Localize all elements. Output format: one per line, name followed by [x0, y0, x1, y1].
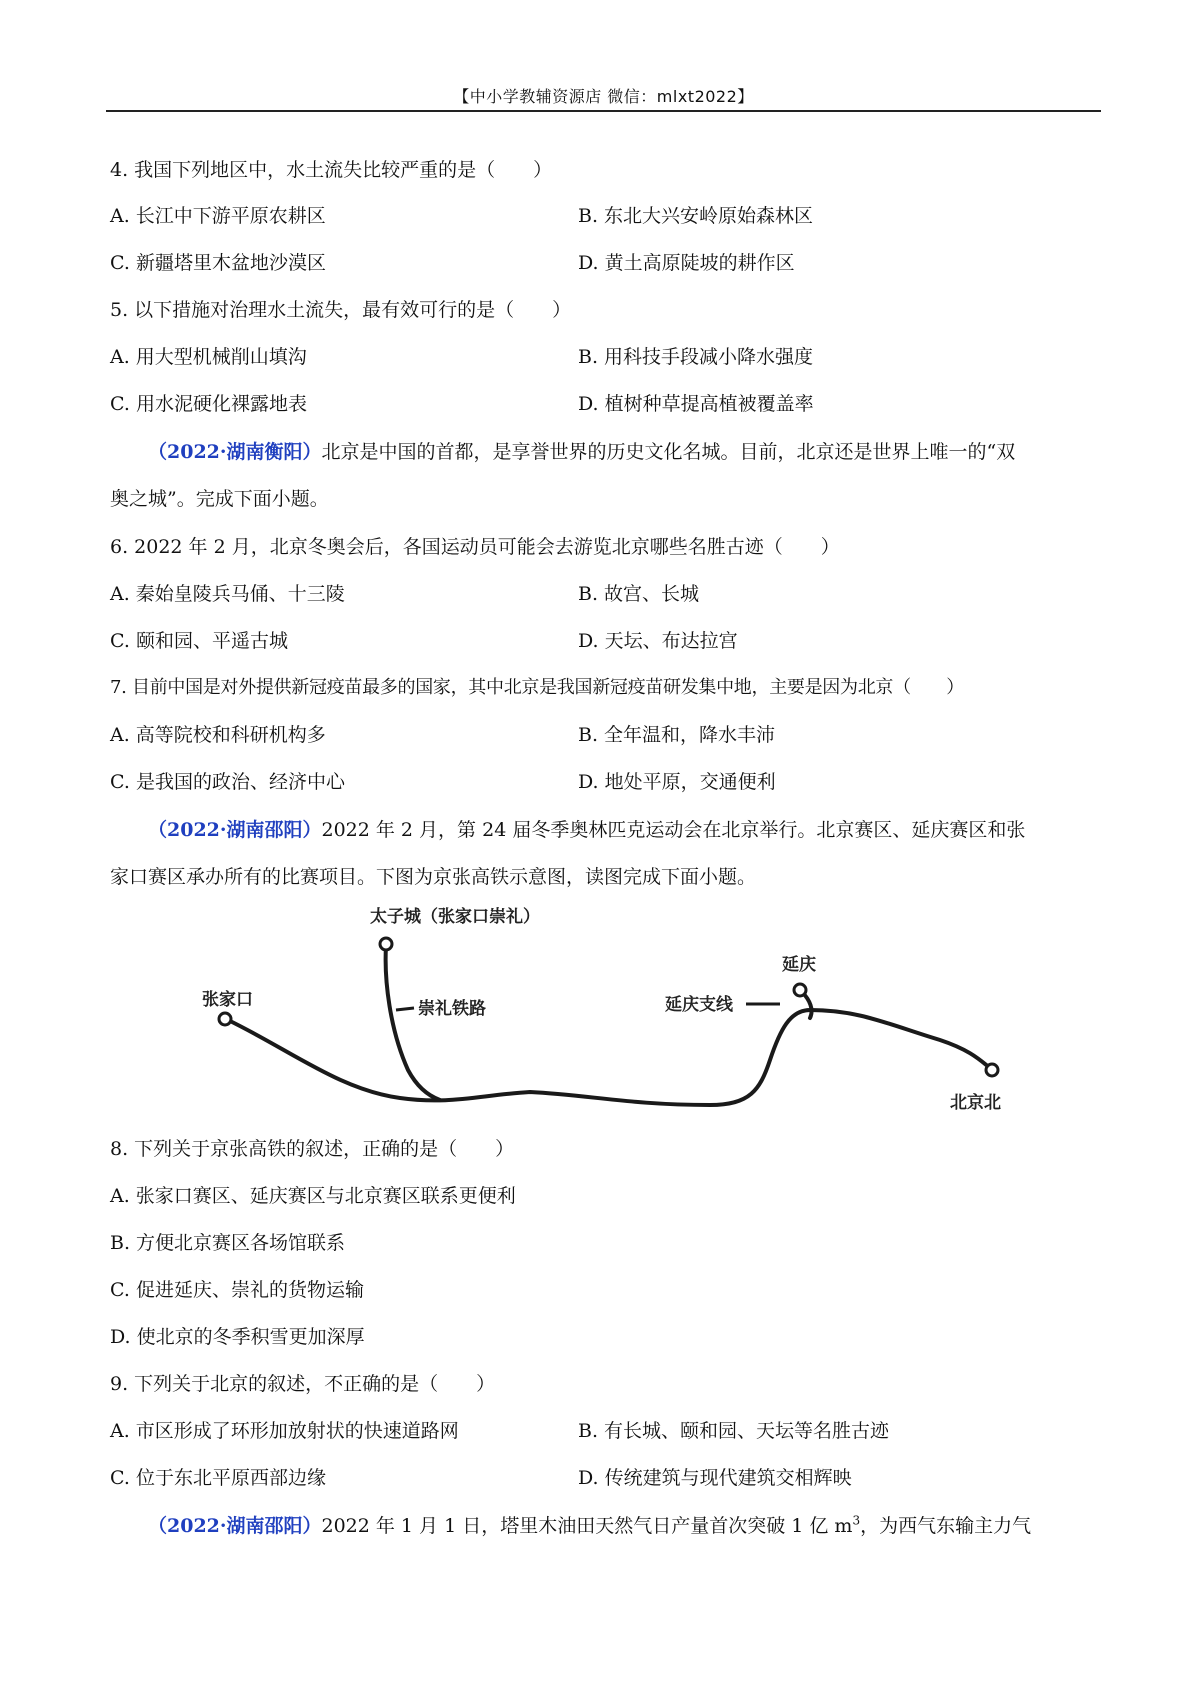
- q8-option-c: C. 促进延庆、崇礼的货物运输: [110, 1279, 364, 1301]
- q4-option-d: D. 黄土高原陡坡的耕作区: [578, 252, 795, 274]
- passage2-source: （2022·湖南邵阳）: [148, 819, 322, 841]
- q9-option-a: A. 市区形成了环形加放射状的快速道路网: [110, 1420, 459, 1442]
- q7-option-d: D. 地处平原，交通便利: [578, 771, 776, 793]
- q7-option-c: C. 是我国的政治、经济中心: [110, 771, 345, 793]
- passage1-line1: [148, 440, 1015, 464]
- q5-option-c: C. 用水泥硬化裸露地表: [110, 393, 307, 415]
- q9-stem: 9. 下列关于北京的叙述，不正确的是（ ）: [110, 1373, 496, 1395]
- q9-option-b: B. 有长城、颐和园、天坛等名胜古迹: [578, 1420, 890, 1442]
- passage3-superscript: 3: [852, 1513, 861, 1528]
- q5-stem: 5. 以下措施对治理水土流失，最有效可行的是（ ）: [110, 299, 572, 321]
- passage3-source: （2022·湖南邵阳）: [148, 1515, 322, 1537]
- yanqing-branch-label: 延庆支线: [665, 995, 733, 1015]
- chongli-label-leader: [396, 1008, 414, 1010]
- q5-option-d: D. 植树种草提高植被覆盖率: [578, 393, 814, 415]
- passage1-line2: 奥之城”。完成下面小题。: [110, 488, 329, 510]
- passage2-line2: 家口赛区承办所有的比赛项目。下图为京张高铁示意图，读图完成下面小题。: [110, 866, 757, 888]
- q9-option-d: D. 传统建筑与现代建筑交相辉映: [578, 1467, 852, 1489]
- chongli-railway-label: 崇礼铁路: [418, 999, 486, 1019]
- q8-option-d: D. 使北京的冬季积雪更加深厚: [110, 1326, 365, 1348]
- chongli-railway-line: [386, 946, 440, 1100]
- beijingbei-station-marker: [986, 1064, 998, 1076]
- passage1-text: 北京是中国的首都，是享誉世界的历史文化名城。目前，北京还是世界上唯一的“双: [321, 441, 1016, 463]
- q5-option-b: B. 用科技手段减小降水强度: [578, 346, 814, 368]
- page-header: 【中小学教辅资源店 微信：mlxt2022】: [453, 87, 754, 106]
- railway-map: [150, 900, 1050, 1130]
- zhangjiakou-label: 张家口: [202, 990, 253, 1010]
- q6-option-d: D. 天坛、布达拉宫: [578, 630, 738, 652]
- q6-option-c: C. 颐和园、平遥古城: [110, 630, 288, 652]
- taizicheng-label: 太子城（张家口崇礼）: [370, 907, 540, 927]
- passage1-source: （2022·湖南衡阳）: [148, 441, 322, 463]
- yanqing-label: 延庆: [782, 955, 816, 975]
- q6-option-b: B. 故宫、长城: [578, 583, 700, 605]
- q6-option-a: A. 秦始皇陵兵马俑、十三陵: [110, 583, 345, 605]
- taizicheng-station-marker: [380, 938, 392, 950]
- q5-option-a: A. 用大型机械削山填沟: [110, 346, 307, 368]
- passage3-text-end: ，为西气东输主力气: [860, 1515, 1032, 1537]
- q4-option-b: B. 东北大兴安岭原始森林区: [578, 205, 814, 227]
- q8-stem: 8. 下列关于京张高铁的叙述，正确的是（ ）: [110, 1138, 515, 1160]
- q4-option-a: A. 长江中下游平原农耕区: [110, 205, 326, 227]
- passage2-text: 2022 年 2 月，第 24 届冬季奥林匹克运动会在北京举行。北京赛区、延庆赛区和张: [321, 819, 1026, 841]
- q7-option-a: A. 高等院校和科研机构多: [110, 724, 326, 746]
- header-divider: [106, 110, 1101, 112]
- q8-option-b: B. 方便北京赛区各场馆联系: [110, 1232, 346, 1254]
- q6-stem: 6. 2022 年 2 月，北京冬奥会后，各国运动员可能会去游览北京哪些名胜古迹（ ）: [110, 536, 840, 558]
- q4-option-c: C. 新疆塔里木盆地沙漠区: [110, 252, 326, 274]
- q8-option-a: A. 张家口赛区、延庆赛区与北京赛区联系更便利: [110, 1185, 516, 1207]
- q7-stem: 7. 目前中国是对外提供新冠疫苗最多的国家，其中北京是我国新冠疫苗研发集中地，主要是因为北京（ ）: [110, 677, 964, 698]
- passage2-line1: [148, 818, 1025, 842]
- main-railway-line: [228, 1010, 990, 1105]
- zhangjiakou-station-marker: [219, 1013, 231, 1025]
- beijingbei-label: 北京北: [950, 1093, 1001, 1113]
- q9-option-c: C. 位于东北平原西部边缘: [110, 1467, 326, 1489]
- passage3-text: 2022 年 1 月 1 日，塔里木油田天然气日产量首次突破 1 亿 m: [321, 1515, 853, 1537]
- passage3-line1: [148, 1514, 1031, 1538]
- yanqing-station-marker: [794, 984, 806, 996]
- q4-stem: 4. 我国下列地区中，水土流失比较严重的是（ ）: [110, 159, 553, 181]
- q7-option-b: B. 全年温和，降水丰沛: [578, 724, 776, 746]
